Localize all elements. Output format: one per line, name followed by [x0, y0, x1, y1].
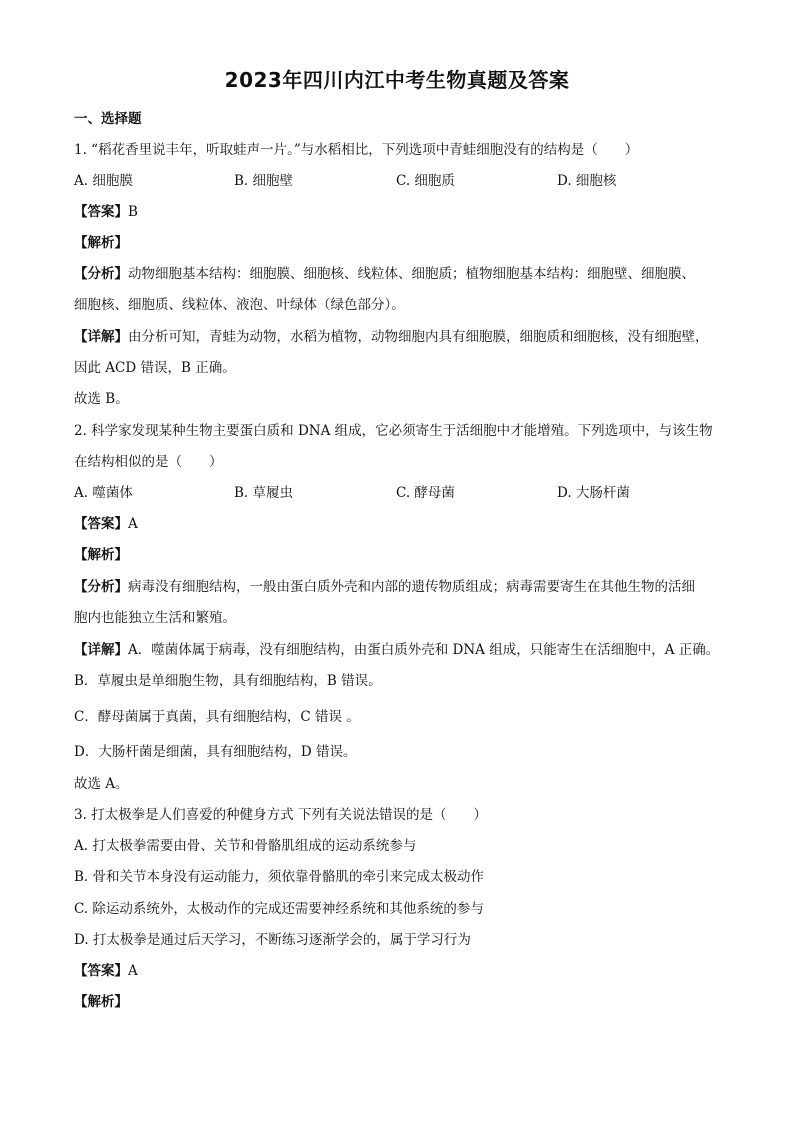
section-heading: 一、选择题 — [74, 111, 142, 127]
answer-tag: 【答案】 — [74, 516, 128, 532]
question-3-option-a: A. 打太极拳需要由骨、关节和骨骼肌组成的运动系统参与 — [74, 838, 417, 854]
page-title: 2023年四川内江中考生物真题及答案 — [224, 68, 570, 92]
question-1-option-c: C. 细胞质 — [396, 173, 455, 189]
analysis-text: 动物细胞基本结构：细胞膜、细胞核、线粒体、细胞质；植物细胞基本结构：细胞壁、细胞膜、 — [128, 266, 695, 282]
question-1-analysis-line-2: 细胞核、细胞质、线粒体、液泡、叶绿体（绿色部分）。 — [74, 297, 405, 313]
question-2-analysis-line-2: 胞内也能独立生活和繁殖。 — [74, 610, 236, 626]
question-3-answer — [74, 960, 734, 982]
question-1-analysis-line-1 — [74, 263, 734, 285]
question-2-detail-line-1 — [74, 639, 734, 661]
question-3-jiexi: 【解析】 — [74, 994, 128, 1010]
question-2-analysis-line-1 — [74, 576, 734, 598]
question-2-detail-line-c: C．酵母菌属于真菌，具有细胞结构，C 错误 。 — [74, 709, 360, 725]
answer-value: A — [128, 516, 138, 532]
answer-value: B — [128, 204, 138, 220]
question-1-answer — [74, 201, 734, 223]
question-3-option-d: D. 打太极拳是通过后天学习，不断练习逐渐学会的，属于学习行为 — [74, 932, 471, 948]
question-1-jiexi: 【解析】 — [74, 235, 128, 251]
question-2-option-a: A. 噬菌体 — [74, 485, 133, 501]
question-2-detail-line-b: B．草履虫是单细胞生物，具有细胞结构，B 错误。 — [74, 673, 382, 689]
question-3-option-c: C. 除运动系统外，太极动作的完成还需要神经系统和其他系统的参与 — [74, 901, 484, 917]
question-2-detail-line-d: D．大肠杆菌是细菌，具有细胞结构，D 错误。 — [74, 744, 357, 760]
answer-value: A — [128, 963, 138, 979]
detail-tag: 【详解】 — [74, 329, 128, 345]
question-3-stem: 3. 打太极拳是人们喜爱的种健身方式 下列有关说法错误的是（ ） — [74, 807, 487, 823]
question-1-option-b: B. 细胞壁 — [234, 173, 294, 189]
question-1-conclusion: 故选 B。 — [74, 391, 129, 407]
question-3-option-b: B. 骨和关节本身没有运动能力，须依靠骨骼肌的牵引来完成太极动作 — [74, 869, 485, 885]
question-1-detail-line-2: 因此 ACD 错误，B 正确。 — [74, 360, 236, 376]
detail-text: A．噬菌体属于病毒，没有细胞结构，由蛋白质外壳和 DNA 组成，只能寄生在活细胞中，A 正确。 — [128, 642, 720, 658]
analysis-tag: 【分析】 — [74, 579, 128, 595]
detail-text: 由分析可知，青蛙为动物，水稻为植物，动物细胞内具有细胞膜，细胞质和细胞核，没有细胞壁， — [128, 329, 709, 345]
question-1-detail-line-1 — [74, 326, 734, 348]
question-2-conclusion: 故选 A。 — [74, 776, 129, 792]
question-1-stem: 1. “稻花香里说丰年，听取蛙声一片。”与水稻相比，下列选项中青蛙细胞没有的结构是（ ） — [74, 142, 639, 158]
question-2-option-b: B. 草履虫 — [234, 485, 294, 501]
analysis-text: 病毒没有细胞结构，一般由蛋白质外壳和内部的遗传物质组成；病毒需要寄生在其他生物的活细 — [128, 579, 695, 595]
question-1-option-a: A. 细胞膜 — [74, 173, 133, 189]
question-2-answer — [74, 513, 734, 535]
analysis-tag: 【分析】 — [74, 266, 128, 282]
question-2-stem-line-1: 2. 科学家发现某种生物主要蛋白质和 DNA 组成，它必须寄生于活细胞中才能增殖。下列选项中，与该生物 — [74, 423, 713, 439]
answer-tag: 【答案】 — [74, 963, 128, 979]
question-2-option-c: C. 酵母菌 — [396, 485, 455, 501]
question-2-option-d: D. 大肠杆菌 — [557, 485, 630, 501]
detail-tag: 【详解】 — [74, 642, 128, 658]
question-2-stem-line-2: 在结构相似的是（ ） — [74, 454, 223, 470]
question-2-jiexi: 【解析】 — [74, 547, 128, 563]
answer-tag: 【答案】 — [74, 204, 128, 220]
question-1-option-d: D. 细胞核 — [557, 173, 617, 189]
